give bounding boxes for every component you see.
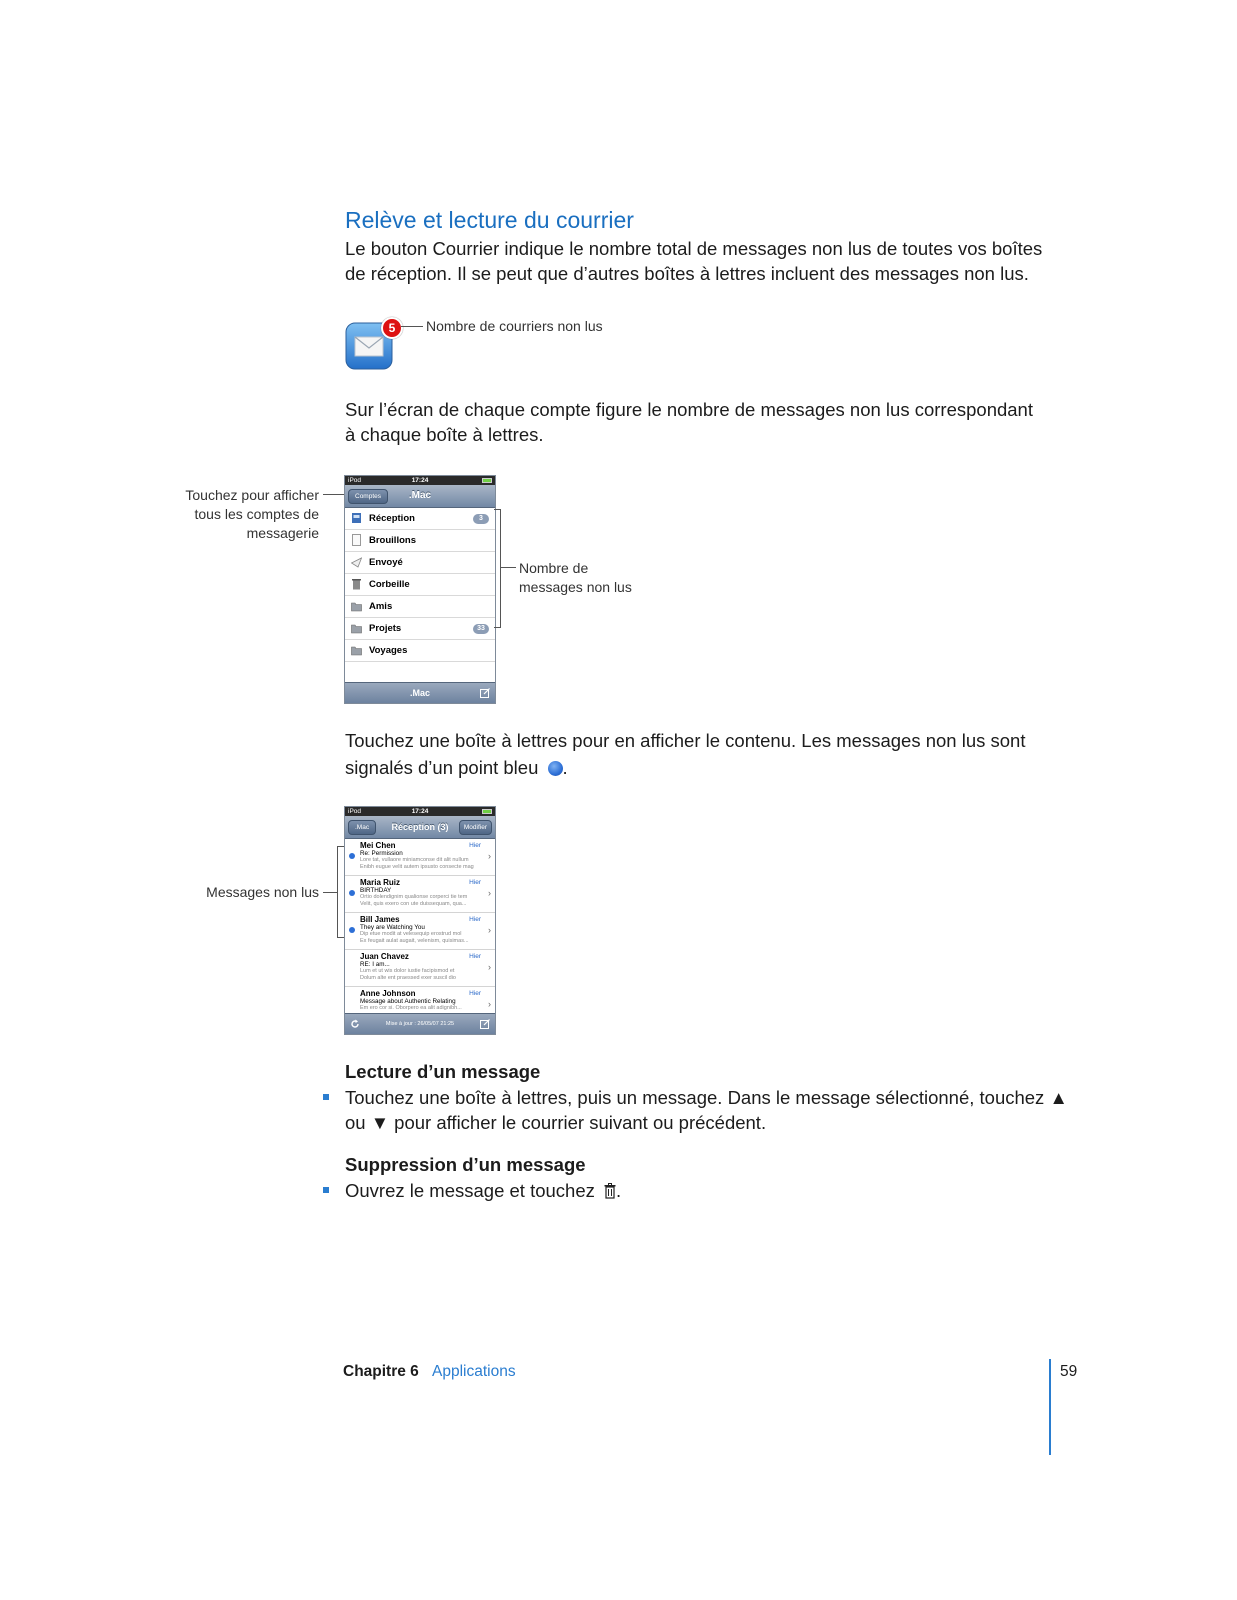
inbox-screenshot (344, 806, 496, 1035)
para3-line-1: Touchez une boîte à lettres pour en afficher le contenu. Les messages non lus sont (345, 730, 1026, 751)
unread-callout: Messages non lus (206, 884, 319, 900)
count-callout-line-1: Nombre de (519, 560, 589, 576)
message-subject: They are Watching You (360, 924, 425, 931)
bullet-icon (323, 1094, 329, 1100)
message-sender: Mei Chen (360, 841, 396, 850)
message-sender: Maria Ruiz (360, 878, 401, 887)
accounts-callout (150, 486, 319, 543)
read-instruction-line-1: Touchez une boîte à lettres, puis un message. Dans le message sélectionné, touchez ▲ (345, 1087, 1068, 1108)
drafts-icon (351, 534, 362, 546)
message-preview: Em ero cor si. Oborpero ea alit adignibh... (360, 1005, 462, 1011)
accounts-callout-line-3: messagerie (246, 525, 319, 541)
device-label: iPod (348, 477, 362, 484)
footer-divider (1049, 1359, 1051, 1455)
mailbox-label: Projets (369, 623, 402, 634)
accounts-callout-line-1: Touchez pour afficher (185, 487, 319, 503)
mailbox-row[interactable] (345, 530, 495, 552)
read-message-heading: Lecture d’un message (345, 1061, 541, 1082)
nav-title: Réception (3) (391, 822, 449, 832)
mailbox-row[interactable] (345, 596, 495, 618)
unread-bracket-top (337, 846, 344, 847)
message-list (345, 839, 495, 1016)
section-heading: Relève et lecture du courrier (345, 207, 634, 233)
message-subject: Message about Authentic Relating (360, 998, 456, 1005)
bullet-icon (323, 1187, 329, 1193)
count-bracket-bottom (494, 627, 501, 628)
message-sender: Bill James (360, 915, 400, 924)
unread-badge: 5 (381, 317, 403, 339)
para3-line-2: signalés d’un point bleu (345, 757, 539, 778)
chevron-right-icon: › (488, 925, 491, 935)
folder-icon (351, 622, 362, 634)
para2-line-2: à chaque boîte à lettres. (345, 424, 544, 445)
accounts-callout-line-2: tous les comptes de (194, 506, 319, 522)
update-status: Mise à jour : 26/05/07 21:25 (385, 1021, 455, 1027)
unread-bracket-bottom (337, 937, 344, 938)
message-sender: Juan Chavez (360, 952, 409, 961)
mailbox-list-screenshot (344, 475, 496, 704)
footer-chapter: Chapitre 6 (343, 1363, 419, 1380)
toolbar-title: .Mac (409, 688, 430, 698)
delete-instruction: Ouvrez le message et touchez (345, 1180, 595, 1201)
mailbox-row[interactable] (345, 640, 495, 662)
folder-icon (351, 644, 362, 656)
message-row[interactable] (345, 950, 495, 987)
unread-dot-icon (349, 927, 355, 933)
message-subject: Re: Permission (360, 850, 403, 857)
count-callout-line (501, 567, 516, 568)
message-row[interactable] (345, 839, 495, 876)
trash-icon (604, 1183, 616, 1199)
unread-count-badge: 33 (473, 624, 489, 634)
message-subject: RE: I am... (360, 961, 390, 968)
status-bar (345, 476, 495, 485)
badge-callout: Nombre de courriers non lus (426, 318, 603, 334)
mailbox-label: Réception (369, 513, 415, 524)
device-label: iPod (348, 808, 362, 815)
status-time: 17:24 (411, 477, 429, 484)
message-preview: Lore tat, vullaore miniamconse dit alit nullum Enibh eugue velit autem ipsusto consecte mag (360, 857, 474, 870)
status-time: 17:24 (411, 808, 429, 815)
bottom-toolbar (345, 1013, 495, 1034)
mailbox-row[interactable] (345, 508, 495, 530)
message-row[interactable] (345, 987, 495, 1016)
chevron-right-icon: › (488, 962, 491, 972)
count-callout-line-2: messages non lus (519, 579, 632, 595)
mailbox-label: Envoyé (369, 557, 403, 568)
mailbox-row[interactable] (345, 574, 495, 596)
chevron-right-icon: › (488, 888, 491, 898)
unread-callout-line (323, 892, 337, 893)
intro-line-1: Le bouton Courrier indique le nombre total de messages non lus de toutes vos boîtes (345, 238, 1043, 259)
compose-icon[interactable] (480, 1019, 490, 1029)
back-button[interactable]: .Mac (348, 820, 376, 835)
message-subject: BIRTHDAY (360, 887, 392, 894)
trash-icon (351, 578, 362, 590)
folder-icon (351, 600, 362, 612)
bottom-toolbar (345, 682, 495, 703)
count-callout (519, 559, 632, 597)
mailbox-label: Brouillons (369, 535, 416, 546)
chevron-right-icon: › (488, 999, 491, 1009)
message-row[interactable] (345, 876, 495, 913)
unread-bracket (337, 846, 338, 937)
mailbox-label: Corbeille (369, 579, 410, 590)
message-date: Hier (469, 842, 481, 849)
unread-count-badge: 3 (473, 514, 489, 524)
message-date: Hier (469, 916, 481, 923)
message-preview: Ortio dolendignim qualionse corperci tie tem Velit, quis exero con ute duissequam, qua... (360, 894, 468, 907)
callout-line (401, 326, 423, 327)
message-row[interactable] (345, 913, 495, 950)
delete-instruction-wrap: Ouvrez le message et touchez . (345, 1180, 622, 1201)
inbox-icon (351, 512, 362, 524)
nav-title: .Mac (408, 490, 432, 501)
nav-bar (345, 485, 495, 508)
unread-dot-icon (349, 853, 355, 859)
battery-icon (482, 809, 492, 814)
intro-line-2: de réception. Il se peut que d’autres boîtes à lettres incluent des messages non lus. (345, 263, 1029, 284)
nav-bar (345, 816, 495, 839)
accounts-button[interactable]: Comptes (348, 489, 388, 504)
mailbox-row[interactable] (345, 552, 495, 574)
message-date: Hier (469, 953, 481, 960)
message-preview: Dip etue modit at velesequip erostrud mol Ex feugait aulat augait, velenism, quisimas... (360, 931, 469, 944)
mailbox-label: Amis (369, 601, 393, 612)
blue-dot-icon (548, 761, 563, 776)
sent-icon (351, 556, 362, 568)
message-date: Hier (469, 879, 481, 886)
compose-icon[interactable] (480, 688, 490, 698)
mailbox-label: Voyages (369, 645, 408, 656)
message-preview: Lum et ut wis dolor iustie facipismod et Dolum alte ent praessed exer suscil dio (360, 968, 456, 981)
message-date: Hier (469, 990, 481, 997)
unread-dot-icon (349, 890, 355, 896)
message-sender: Anne Johnson (360, 989, 416, 998)
para3-line-2-wrap: signalés d’un point bleu . (345, 757, 568, 778)
chevron-right-icon: › (488, 851, 491, 861)
count-bracket (500, 509, 501, 627)
para2-line-1: Sur l’écran de chaque compte figure le nombre de messages non lus correspondant (345, 399, 1033, 420)
delete-message-heading: Suppression d’un message (345, 1154, 586, 1175)
footer-section[interactable]: Applications (432, 1363, 516, 1380)
read-instruction-line-2: ou ▼ pour afficher le courrier suivant ou précédent. (345, 1112, 767, 1133)
count-bracket-top (494, 509, 501, 510)
page-number: 59 (1060, 1363, 1078, 1380)
mailbox-list (345, 508, 495, 662)
edit-button[interactable]: Modifier (459, 820, 492, 835)
battery-icon (482, 478, 492, 483)
status-bar (345, 807, 495, 816)
mailbox-row[interactable] (345, 618, 495, 640)
